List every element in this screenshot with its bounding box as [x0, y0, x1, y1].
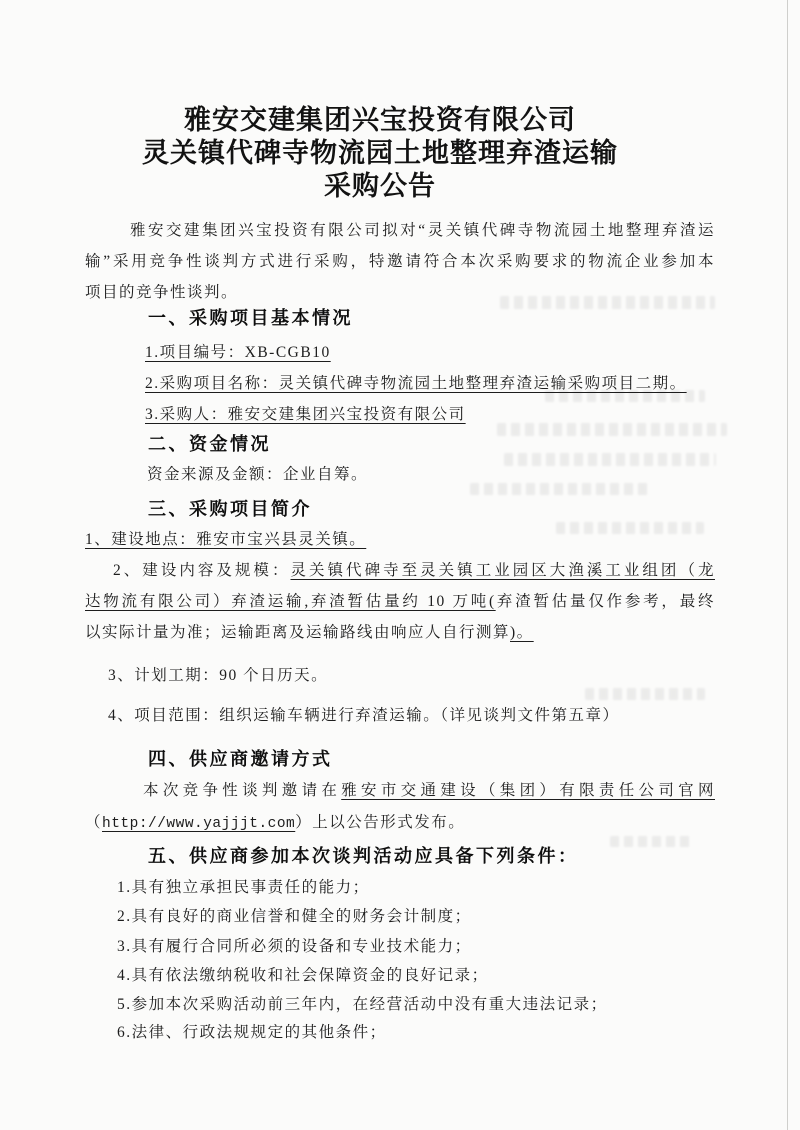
section-3-item-location: 1、建设地点：雅安市宝兴县灵关镇。 [85, 531, 367, 548]
section-1-heading: 一、采购项目基本情况 [148, 308, 353, 328]
section-3-item-scope-line-3 [85, 622, 534, 643]
bleed-through-artifact [585, 688, 705, 700]
section-4-para-line-2 [85, 812, 465, 835]
scope-underlined-1: 灵关镇代碑寺至灵关镇工业园区大渔溪工业组团（龙 [290, 562, 715, 579]
scope-label: 2、建设内容及规模： [113, 562, 291, 579]
condition-item-6: 6.法律、行政法规规定的其他条件； [117, 1024, 387, 1041]
website-url: http://www.yajjjt.com [102, 816, 296, 832]
scope-underlined-2: 达物流有限公司）弃渣运输,弃渣暂估量约 10 万吨( [85, 593, 496, 610]
bleed-through-artifact [500, 296, 715, 309]
condition-item-2: 2.具有良好的商业信誉和健全的财务会计制度； [117, 908, 472, 925]
section-1-item-purchaser: 3.采购人：雅安交建集团兴宝投资有限公司 [145, 406, 466, 423]
section-4-para-line-1 [85, 780, 715, 801]
section-3-item-range: 4、项目范围：组织运输车辆进行弃渣运输。（详见谈判文件第五章） [108, 707, 620, 724]
scope-plain-3: 以实际计量为准；运输距离及运输路线由响应人自行测算 [85, 624, 511, 641]
condition-item-4: 4.具有依法缴纳税收和社会保障资金的良好记录； [117, 967, 489, 984]
bleed-through-artifact [470, 483, 650, 495]
section-1-item-project-name: 2.采购项目名称：灵关镇代碑寺物流园土地整理弃渣运输采购项目二期。 [145, 375, 687, 392]
bleed-through-artifact [610, 836, 690, 847]
document-title-line-2: 灵关镇代碑寺物流园土地整理弃渣运输 [142, 138, 618, 168]
section-3-item-scope-line-1 [85, 560, 715, 581]
bleed-through-artifact [556, 522, 704, 534]
scope-underlined-3: )。 [510, 624, 534, 641]
paren-open: （ [85, 814, 103, 831]
bleed-through-artifact [504, 453, 716, 466]
condition-item-1: 1.具有独立承担民事责任的能力； [117, 879, 370, 896]
invite-website-name: 雅安市交通建设（集团）有限责任公司官网 [341, 782, 715, 799]
document-title-line-1: 雅安交建集团兴宝投资有限公司 [184, 105, 576, 135]
section-2-funding-line: 资金来源及金额：企业自筹。 [147, 466, 369, 483]
section-3-item-scope-line-2 [85, 591, 715, 612]
section-3-heading: 三、采购项目简介 [148, 499, 312, 519]
section-5-heading: 五、供应商参加本次谈判活动应具备下列条件： [148, 846, 579, 866]
scan-edge-line [787, 0, 788, 1130]
section-2-heading: 二、资金情况 [148, 434, 271, 454]
intro-line-2: 输”采用竞争性谈判方式进行采购，特邀请符合本次采购要求的物流企业参加本 [85, 253, 715, 270]
section-3-item-duration: 3、计划工期：90 个日历天。 [108, 667, 329, 684]
section-1-item-project-number: 1.项目编号：XB-CGB10 [145, 344, 331, 361]
intro-line-1: 雅安交建集团兴宝投资有限公司拟对“灵关镇代碑寺物流园土地整理弃渣运 [130, 222, 715, 239]
scope-plain-2: 弃渣暂估量仅作参考，最终 [495, 593, 715, 610]
intro-line-3: 项目的竞争性谈判。 [85, 284, 239, 301]
invite-suffix: ）上以公告形式发布。 [295, 814, 466, 831]
section-4-heading: 四、供应商邀请方式 [148, 749, 333, 769]
document-title-line-3: 采购公告 [324, 171, 436, 201]
condition-item-3: 3.具有履行合同所必须的设备和专业技术能力； [117, 938, 472, 955]
invite-prefix: 本次竞争性谈判邀请在 [143, 782, 342, 799]
bleed-through-artifact [497, 423, 727, 436]
condition-item-5: 5.参加本次采购活动前三年内，在经营活动中没有重大违法记录； [117, 996, 608, 1013]
